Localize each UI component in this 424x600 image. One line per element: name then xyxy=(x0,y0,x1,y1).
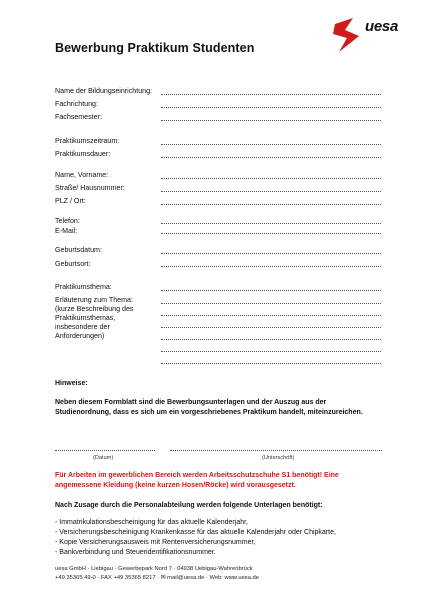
label-plz-ort: PLZ / Ort: xyxy=(55,197,86,205)
documents-item: - Bankverbindung und Steueridentifikationsnummer. xyxy=(55,549,216,556)
form-input-line[interactable] xyxy=(161,233,381,234)
label-strasse-hausnummer: Straße/ Hausnummer: xyxy=(55,184,125,192)
footer-contact: +49 35365 49-0 · FAX +49 35365 8217 · ✉ mail@uesa.de · Web: www.uesa.de xyxy=(55,575,259,581)
form-input-line[interactable] xyxy=(161,327,381,328)
label-erlaeuterung: Erläuterung zum Thema: xyxy=(55,296,133,304)
form-input-line[interactable] xyxy=(161,303,381,304)
hinweise-line-1: Neben diesem Formblatt sind die Bewerbungsunterlagen und der Auszug aus der xyxy=(55,399,327,406)
form-input-line[interactable] xyxy=(161,94,381,95)
form-input-line[interactable] xyxy=(161,253,381,254)
warning-line-1: Für Arbeiten im gewerblichen Bereich werden Arbeitsschutzschuhe S1 benötigt! Eine xyxy=(55,472,339,479)
label-erlaeuterung-note-1: (kurze Beschreibung des xyxy=(55,305,134,313)
date-label: (Datum) xyxy=(93,455,114,461)
label-bildungseinrichtung: Name der Bildungseinrichtung: xyxy=(55,87,153,95)
warning-line-2: angemessene Kleidung (keine kurzen Hosen/Röcke) wird vorausgesetzt. xyxy=(55,482,296,489)
label-telefon: Telefon: xyxy=(55,217,80,225)
signature-line[interactable] xyxy=(170,450,382,451)
hinweise-line-2: Studienordnung, dass es sich um ein vorgeschriebenes Praktikum handelt, miteinzureichen. xyxy=(55,409,363,416)
form-input-line[interactable] xyxy=(161,351,381,352)
label-geburtsdatum: Geburtsdatum: xyxy=(55,246,102,254)
label-e-mail: E-Mail: xyxy=(55,227,78,235)
label-name-vorname: Name, Vorname: xyxy=(55,171,109,179)
form-input-line[interactable] xyxy=(161,339,381,340)
label-fachsemester: Fachsemester: xyxy=(55,113,102,121)
signature-label: (Unterschrift) xyxy=(262,455,295,461)
hinweise-heading: Hinweise: xyxy=(55,380,88,387)
label-praktikumsthema: Praktikumsthema: xyxy=(55,283,112,291)
form-input-line[interactable] xyxy=(161,223,381,224)
footer-address: uesa GmbH · Liebigau · Gewerbepark Nord 7 · 04938 Uebigau-Wahrenbrück xyxy=(55,566,253,572)
date-line[interactable] xyxy=(55,450,155,451)
label-erlaeuterung-note-2: Praktikumsthemas, xyxy=(55,314,116,322)
documents-item: - Versicherungsbescheinigung Krankenkasse für das aktuelle Kalenderjahr oder Chipkarte, xyxy=(55,529,336,536)
label-praktikumszeitraum: Praktikumszeitraum: xyxy=(55,137,120,145)
label-fachrichtung: Fachrichtung: xyxy=(55,100,98,108)
form-input-line[interactable] xyxy=(161,204,381,205)
form-input-line[interactable] xyxy=(161,191,381,192)
logo-text: uesa xyxy=(365,18,398,35)
form-input-line[interactable] xyxy=(161,178,381,179)
form-input-line[interactable] xyxy=(161,266,381,267)
label-erlaeuterung-note-4: Anforderungen) xyxy=(55,332,105,340)
form-input-line[interactable] xyxy=(161,107,381,108)
label-praktikumsdauer: Praktikumsdauer: xyxy=(55,150,111,158)
label-geburtsort: Geburtsort: xyxy=(55,260,91,268)
form-input-line[interactable] xyxy=(161,120,381,121)
documents-item: - Kopie Versicherungsausweis mit Rentenversicherungsnummer, xyxy=(55,539,256,546)
form-input-line[interactable] xyxy=(161,363,381,364)
documents-item: - Immatrikulationsbescheinigung für das aktuelle Kalenderjahr, xyxy=(55,519,248,526)
label-erlaeuterung-note-3: insbesondere der xyxy=(55,323,110,331)
form-input-line[interactable] xyxy=(161,157,381,158)
form-input-line[interactable] xyxy=(161,315,381,316)
page-title: Bewerbung Praktikum Studenten xyxy=(55,41,255,55)
documents-heading: Nach Zusage durch die Personalabteilung werden folgende Unterlagen benötigt: xyxy=(55,502,323,509)
form-input-line[interactable] xyxy=(161,290,381,291)
form-input-line[interactable] xyxy=(161,144,381,145)
